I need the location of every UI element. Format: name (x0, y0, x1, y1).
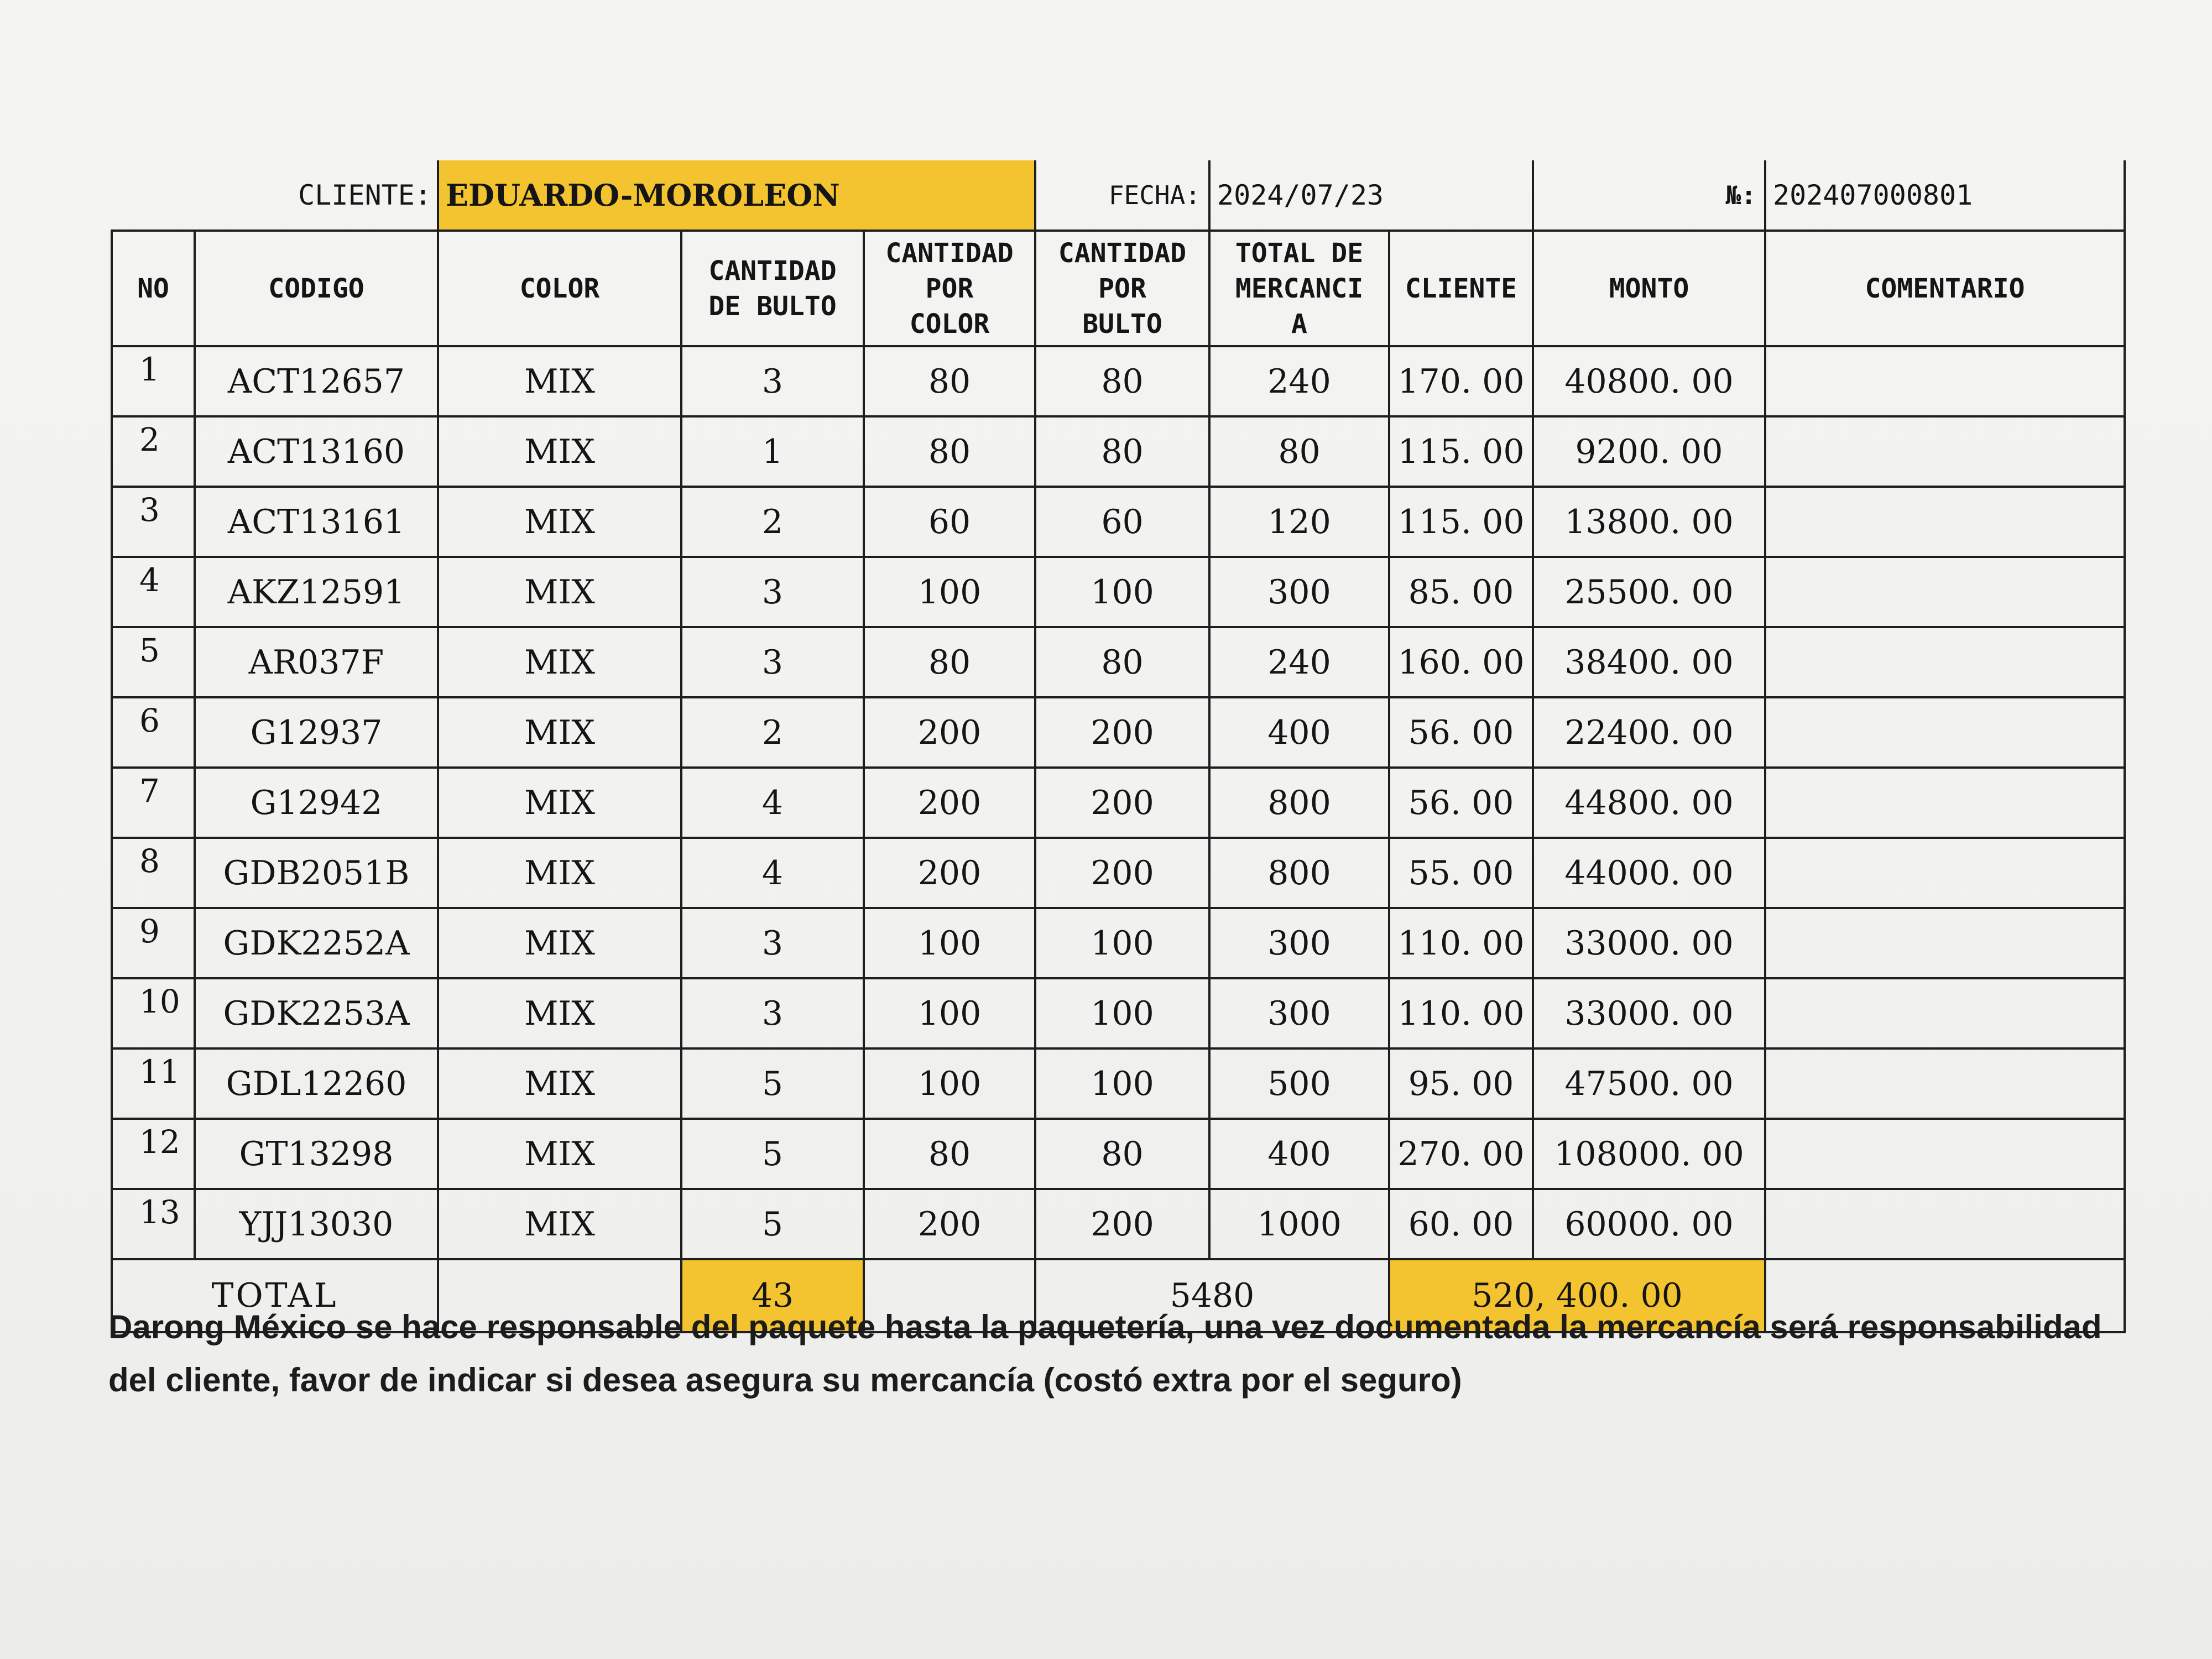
cell-cantidad-bulto: 3 (681, 978, 864, 1048)
cell-total-mercancia: 300 (1209, 557, 1389, 627)
cell-no: 8 (112, 838, 195, 908)
cell-codigo: ACT12657 (195, 346, 438, 416)
total-monto: 520, 400. 00 (1389, 1259, 1765, 1332)
cell-cantidad-bulto: 3 (681, 908, 864, 978)
cell-cliente: 115. 00 (1389, 416, 1533, 487)
cell-cantidad-bulto: 4 (681, 838, 864, 908)
cell-total-mercancia: 400 (1209, 697, 1389, 768)
cell-codigo: YJJ13030 (195, 1189, 438, 1259)
cell-comentario (1765, 697, 2125, 768)
table-row (112, 1119, 2125, 1189)
cell-codigo: AKZ12591 (195, 557, 438, 627)
cell-cantidad-por-bulto: 80 (1035, 627, 1209, 697)
numero-label: №: (1533, 160, 1765, 231)
cell-cantidad-color: 200 (864, 768, 1035, 838)
cell-no: 5 (112, 627, 195, 697)
cell-cantidad-color: 200 (864, 697, 1035, 768)
cell-comentario (1765, 768, 2125, 838)
cell-cantidad-bulto: 5 (681, 1119, 864, 1189)
table-row (112, 768, 2125, 838)
cell-total-mercancia: 300 (1209, 908, 1389, 978)
cell-cantidad-por-bulto: 200 (1035, 1189, 1209, 1259)
col-header-color: COLOR (438, 231, 681, 346)
cell-cantidad-color: 80 (864, 346, 1035, 416)
cell-total-mercancia: 1000 (1209, 1189, 1389, 1259)
cell-color: MIX (438, 557, 681, 627)
cell-monto: 33000. 00 (1533, 978, 1765, 1048)
cell-color: MIX (438, 697, 681, 768)
cell-cantidad-por-bulto: 200 (1035, 838, 1209, 908)
cell-cliente: 170. 00 (1389, 346, 1533, 416)
table-row (112, 627, 2125, 697)
cell-cantidad-por-bulto: 100 (1035, 908, 1209, 978)
cell-cantidad-bulto: 5 (681, 1048, 864, 1119)
cell-color: MIX (438, 1048, 681, 1119)
cell-monto: 38400. 00 (1533, 627, 1765, 697)
cell-cliente: 56. 00 (1389, 697, 1533, 768)
cell-color: MIX (438, 346, 681, 416)
cell-cantidad-por-bulto: 200 (1035, 697, 1209, 768)
cliente-label-text: CLIENTE: (195, 160, 438, 231)
col-header-cantidad-color: CANTIDAD POR COLOR (864, 231, 1035, 346)
total-label: TOTAL (112, 1259, 438, 1332)
cell-total-mercancia: 240 (1209, 627, 1389, 697)
cell-codigo: GDK2253A (195, 978, 438, 1048)
cell-color: MIX (438, 838, 681, 908)
cell-color: MIX (438, 768, 681, 838)
cell-cantidad-por-bulto: 100 (1035, 978, 1209, 1048)
cell-monto: 40800. 00 (1533, 346, 1765, 416)
cell-no: 13 (112, 1189, 195, 1259)
cell-monto: 13800. 00 (1533, 487, 1765, 557)
col-header-total-mercancia: TOTAL DE MERCANCI A (1209, 231, 1389, 346)
cell-color: MIX (438, 627, 681, 697)
cell-cliente: 95. 00 (1389, 1048, 1533, 1119)
cliente-value: EDUARDO-MOROLEON (438, 160, 1035, 231)
disclaimer-note: Darong México se hace responsable del paquete hasta la paquetería, una vez documentada la mercancía será responsabilidad del cliente, favor de indicar si desea asegura su mercancía (costó extra por el seguro) (108, 1308, 2102, 1399)
cell-monto: 33000. 00 (1533, 908, 1765, 978)
cell-cantidad-por-bulto: 60 (1035, 487, 1209, 557)
total-mercancia: 5480 (1035, 1259, 1389, 1332)
cell-cantidad-por-bulto: 200 (1035, 768, 1209, 838)
fecha-label: FECHA: (1035, 160, 1209, 231)
cell-color: MIX (438, 1119, 681, 1189)
cell-cantidad-bulto: 4 (681, 768, 864, 838)
numero-value: 202407000801 (1765, 160, 2125, 231)
cell-cantidad-por-bulto: 100 (1035, 1048, 1209, 1119)
cell-no: 10 (112, 978, 195, 1048)
cell-no: 12 (112, 1119, 195, 1189)
cell-total-mercancia: 500 (1209, 1048, 1389, 1119)
cell-cantidad-por-bulto: 80 (1035, 416, 1209, 487)
table-row (112, 1189, 2125, 1259)
cell-codigo: GDB2051B (195, 838, 438, 908)
cell-codigo: GDK2252A (195, 908, 438, 978)
cell-comentario (1765, 1119, 2125, 1189)
cell-cliente: 110. 00 (1389, 978, 1533, 1048)
cell-cantidad-color: 80 (864, 1119, 1035, 1189)
cell-no: 11 (112, 1048, 195, 1119)
table-row (112, 346, 2125, 416)
cell-no: 2 (112, 416, 195, 487)
col-header-monto: MONTO (1533, 231, 1765, 346)
cell-color: MIX (438, 978, 681, 1048)
col-header-cantidad-por-bulto: CANTIDAD POR BULTO (1035, 231, 1209, 346)
cell-monto: 25500. 00 (1533, 557, 1765, 627)
cell-monto: 108000. 00 (1533, 1119, 1765, 1189)
col-header-no: NO (112, 231, 195, 346)
table-row (112, 908, 2125, 978)
header-row (112, 160, 2125, 231)
col-header-cliente: CLIENTE (1389, 231, 1533, 346)
cell-cantidad-color: 100 (864, 557, 1035, 627)
cliente-label (112, 160, 195, 231)
cell-cantidad-bulto: 2 (681, 697, 864, 768)
cell-codigo: G12942 (195, 768, 438, 838)
total-bultos: 43 (681, 1259, 864, 1332)
cell-comentario (1765, 416, 2125, 487)
cell-cantidad-color: 100 (864, 908, 1035, 978)
cell-monto: 47500. 00 (1533, 1048, 1765, 1119)
cell-monto: 60000. 00 (1533, 1189, 1765, 1259)
cell-cantidad-por-bulto: 80 (1035, 1119, 1209, 1189)
cell-cantidad-bulto: 3 (681, 346, 864, 416)
cell-cliente: 60. 00 (1389, 1189, 1533, 1259)
cell-comentario (1765, 1189, 2125, 1259)
table-row (112, 1048, 2125, 1119)
cell-comentario (1765, 557, 2125, 627)
cell-total-mercancia: 800 (1209, 768, 1389, 838)
table-row (112, 487, 2125, 557)
cell-codigo: ACT13160 (195, 416, 438, 487)
cell-codigo: GDL12260 (195, 1048, 438, 1119)
cell-cantidad-por-bulto: 100 (1035, 557, 1209, 627)
cell-no: 9 (112, 908, 195, 978)
cell-total-mercancia: 240 (1209, 346, 1389, 416)
cell-cliente: 85. 00 (1389, 557, 1533, 627)
cell-comentario (1765, 908, 2125, 978)
cell-cantidad-bulto: 2 (681, 487, 864, 557)
cell-comentario (1765, 346, 2125, 416)
cell-color: MIX (438, 908, 681, 978)
cell-total-mercancia: 800 (1209, 838, 1389, 908)
cell-cliente: 110. 00 (1389, 908, 1533, 978)
cell-no: 1 (112, 346, 195, 416)
cell-cantidad-color: 200 (864, 838, 1035, 908)
col-header-cantidad-bulto: CANTIDAD DE BULTO (681, 231, 864, 346)
cell-comentario (1765, 978, 2125, 1048)
invoice-table (111, 160, 2126, 1333)
table-row (112, 978, 2125, 1048)
cell-cantidad-bulto: 5 (681, 1189, 864, 1259)
cell-comentario (1765, 838, 2125, 908)
cell-no: 6 (112, 697, 195, 768)
cell-cantidad-color: 100 (864, 1048, 1035, 1119)
col-header-comentario: COMENTARIO (1765, 231, 2125, 346)
cell-cantidad-bulto: 3 (681, 557, 864, 627)
table-row (112, 557, 2125, 627)
cell-comentario (1765, 1048, 2125, 1119)
cell-total-mercancia: 400 (1209, 1119, 1389, 1189)
column-header-row (112, 231, 2125, 346)
cell-cantidad-color: 80 (864, 627, 1035, 697)
cell-no: 7 (112, 768, 195, 838)
col-header-codigo: CODIGO (195, 231, 438, 346)
cell-cantidad-color: 80 (864, 416, 1035, 487)
cell-comentario (1765, 487, 2125, 557)
cell-cantidad-bulto: 3 (681, 627, 864, 697)
cell-cantidad-color: 60 (864, 487, 1035, 557)
invoice-sheet (111, 160, 2124, 1333)
table-row (112, 838, 2125, 908)
table-row (112, 416, 2125, 487)
cell-cliente: 55. 00 (1389, 838, 1533, 908)
cell-cliente: 270. 00 (1389, 1119, 1533, 1189)
cell-cliente: 160. 00 (1389, 627, 1533, 697)
cell-cliente: 115. 00 (1389, 487, 1533, 557)
cell-cantidad-color: 200 (864, 1189, 1035, 1259)
cell-no: 3 (112, 487, 195, 557)
cell-monto: 44800. 00 (1533, 768, 1765, 838)
table-body (112, 346, 2125, 1259)
cell-codigo: GT13298 (195, 1119, 438, 1189)
cell-monto: 9200. 00 (1533, 416, 1765, 487)
cell-codigo: ACT13161 (195, 487, 438, 557)
cell-cantidad-por-bulto: 80 (1035, 346, 1209, 416)
cell-comentario (1765, 627, 2125, 697)
cell-codigo: AR037F (195, 627, 438, 697)
cell-total-mercancia: 80 (1209, 416, 1389, 487)
cell-color: MIX (438, 1189, 681, 1259)
fecha-value: 2024/07/23 (1209, 160, 1533, 231)
table-row (112, 697, 2125, 768)
cell-no: 4 (112, 557, 195, 627)
cell-monto: 44000. 00 (1533, 838, 1765, 908)
cell-cantidad-color: 100 (864, 978, 1035, 1048)
cell-color: MIX (438, 416, 681, 487)
cell-total-mercancia: 120 (1209, 487, 1389, 557)
cell-monto: 22400. 00 (1533, 697, 1765, 768)
cell-codigo: G12937 (195, 697, 438, 768)
cell-total-mercancia: 300 (1209, 978, 1389, 1048)
cell-color: MIX (438, 487, 681, 557)
cell-cliente: 56. 00 (1389, 768, 1533, 838)
cell-cantidad-bulto: 1 (681, 416, 864, 487)
